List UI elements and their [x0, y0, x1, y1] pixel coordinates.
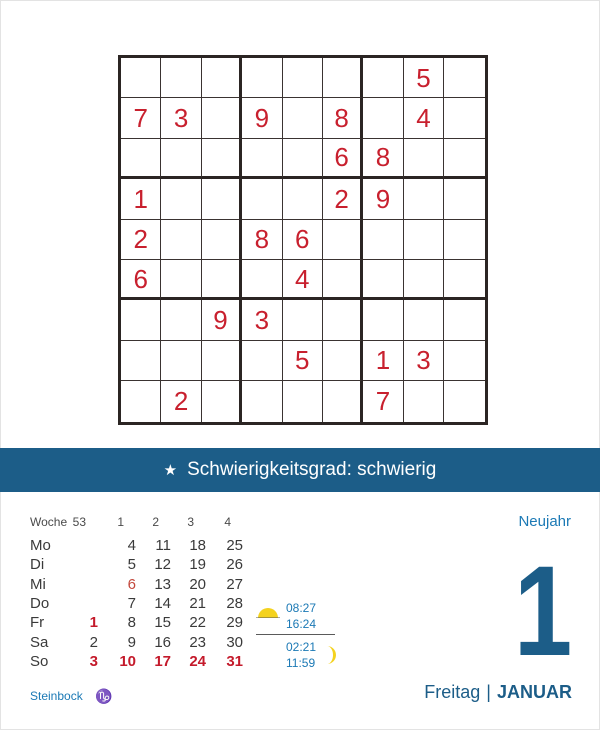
calendar-date: 15 — [154, 614, 171, 632]
sudoku-cell — [242, 179, 282, 219]
sudoku-cell: 9 — [363, 179, 403, 219]
sudoku-cell: 4 — [404, 98, 444, 138]
week-number: 1 — [117, 515, 124, 529]
calendar-date: 23 — [189, 633, 206, 651]
sudoku-cell — [323, 381, 363, 421]
calendar-date: 31 — [226, 652, 243, 670]
calendar-date: 14 — [154, 594, 171, 612]
month-label: JANUAR — [496, 682, 572, 702]
date-line — [424, 682, 572, 703]
sudoku-cell — [323, 300, 363, 340]
sudoku-cell — [161, 260, 201, 300]
sudoku-cell: 4 — [283, 260, 323, 300]
weekday-name: Fr — [30, 614, 45, 632]
sudoku-cell — [283, 98, 323, 138]
calendar-date: 25 — [226, 537, 243, 554]
weekday-label: Freitag — [424, 682, 481, 702]
sudoku-cell — [283, 179, 323, 219]
sudoku-cell — [283, 139, 323, 179]
sudoku-cell — [161, 139, 201, 179]
sudoku-cell: 3 — [161, 98, 201, 138]
sudoku-cell — [202, 220, 242, 260]
sudoku-cell: 9 — [242, 98, 282, 138]
sudoku-cell — [323, 220, 363, 260]
sudoku-cell — [363, 98, 403, 138]
calendar-date: 24 — [189, 652, 206, 670]
sudoku-cell: 5 — [404, 58, 444, 98]
week-label: Woche — [30, 515, 68, 529]
sudoku-cell — [363, 220, 403, 260]
sunrise-icon — [256, 606, 280, 618]
moonrise-time: 02:21 — [286, 640, 317, 654]
sudoku-cell: 5 — [283, 341, 323, 381]
sunrise-time: 08:27 — [286, 601, 317, 615]
sudoku-cell — [444, 139, 484, 179]
sunset-time: 16:24 — [286, 617, 317, 631]
capricorn-icon: ♑ — [95, 688, 113, 704]
sudoku-cell — [404, 260, 444, 300]
sudoku-cell — [242, 58, 282, 98]
sudoku-cell: 6 — [121, 260, 161, 300]
week-number: 3 — [187, 515, 194, 529]
sudoku-cell — [404, 179, 444, 219]
sudoku-cell — [444, 300, 484, 340]
calendar-date: 3 — [89, 652, 98, 670]
sudoku-cell — [363, 300, 403, 340]
calendar-date: 20 — [189, 575, 206, 593]
difficulty-banner — [0, 448, 600, 492]
sudoku-cell — [323, 58, 363, 98]
sudoku-cell — [202, 381, 242, 421]
sudoku-cell — [242, 341, 282, 381]
calendar-date: 18 — [189, 537, 206, 554]
sudoku-cell: 2 — [323, 179, 363, 219]
difficulty-label: Schwierigkeitsgrad: schwierig — [187, 459, 437, 480]
star-icon: ★ — [163, 462, 178, 479]
calendar-date: 17 — [154, 652, 171, 670]
day-number: 1 — [513, 540, 572, 683]
weekday-name: So — [30, 652, 49, 670]
sudoku-cell — [404, 139, 444, 179]
sudoku-cell — [242, 260, 282, 300]
sudoku-cell — [202, 98, 242, 138]
calendar-date: 5 — [127, 556, 136, 574]
sudoku-cell — [202, 58, 242, 98]
sudoku-cell — [161, 341, 201, 381]
calendar-date: 28 — [226, 594, 243, 612]
sudoku-cell: 3 — [404, 341, 444, 381]
calendar-date: 19 — [189, 556, 206, 574]
sudoku-cell — [404, 300, 444, 340]
moonset-time: 11:59 — [286, 656, 316, 670]
sudoku-cell: 1 — [121, 179, 161, 219]
calendar-date: 16 — [154, 633, 171, 651]
calendar-date: 2 — [89, 633, 98, 651]
calendar-date: 10 — [119, 652, 136, 670]
sudoku-cell — [202, 179, 242, 219]
week-number: 53 — [72, 515, 86, 529]
sudoku-cell: 8 — [242, 220, 282, 260]
sudoku-cell — [121, 58, 161, 98]
sudoku-cell — [283, 381, 323, 421]
sudoku-cell — [444, 179, 484, 219]
sudoku-cell: 2 — [161, 381, 201, 421]
calendar-date: 21 — [189, 594, 206, 612]
sudoku-cell — [121, 300, 161, 340]
sudoku-cell: 6 — [323, 139, 363, 179]
sudoku-cell — [202, 260, 242, 300]
weekday-name: Do — [30, 594, 50, 612]
calendar-date: 30 — [226, 633, 243, 651]
sudoku-cell — [242, 139, 282, 179]
sudoku-cell — [444, 381, 484, 421]
weekday-name: Sa — [30, 633, 49, 651]
calendar-date: 12 — [154, 556, 171, 574]
weekday-name: Mo — [30, 537, 51, 554]
week-number: 4 — [224, 515, 231, 529]
divider — [256, 634, 335, 635]
calendar-date: 4 — [127, 537, 136, 554]
sudoku-cell: 8 — [363, 139, 403, 179]
calendar-date: 29 — [226, 614, 243, 632]
sudoku-cell: 2 — [121, 220, 161, 260]
calendar-date: 13 — [154, 575, 171, 593]
sudoku-cell — [323, 341, 363, 381]
sudoku-cell: 1 — [363, 341, 403, 381]
sudoku-cell: 6 — [283, 220, 323, 260]
sudoku-cell — [121, 139, 161, 179]
sudoku-cell — [161, 300, 201, 340]
calendar-date: 11 — [155, 537, 171, 554]
calendar-date: 8 — [127, 614, 136, 632]
zodiac-label: Steinbock — [30, 689, 83, 703]
sudoku-cell — [404, 220, 444, 260]
sudoku-cell: 9 — [202, 300, 242, 340]
calendar-date: 22 — [189, 614, 206, 632]
sudoku-cell: 3 — [242, 300, 282, 340]
sudoku-cell — [323, 260, 363, 300]
sudoku-cell — [202, 139, 242, 179]
sudoku-cell: 7 — [121, 98, 161, 138]
sudoku-cell — [444, 98, 484, 138]
weekday-name: Di — [30, 556, 45, 574]
sudoku-cell: 8 — [323, 98, 363, 138]
sudoku-cell — [161, 220, 201, 260]
sudoku-cell — [363, 58, 403, 98]
sudoku-grid — [118, 55, 488, 425]
sudoku-cell — [121, 341, 161, 381]
sudoku-cell — [242, 381, 282, 421]
sudoku-cell — [444, 220, 484, 260]
sudoku-cell — [404, 381, 444, 421]
calendar-date: 7 — [127, 594, 136, 612]
sudoku-cell — [202, 341, 242, 381]
sudoku-cell — [363, 260, 403, 300]
weekday-name: Mi — [30, 575, 46, 593]
calendar-date: 1 — [89, 614, 98, 632]
sudoku-cell — [444, 341, 484, 381]
sudoku-cell: 7 — [363, 381, 403, 421]
sudoku-cell — [121, 381, 161, 421]
moon-icon — [324, 646, 336, 664]
sudoku-cell — [444, 260, 484, 300]
week-number: 2 — [152, 515, 159, 529]
calendar-date: 9 — [127, 633, 136, 651]
date-separator: | — [486, 682, 491, 702]
sudoku-cell — [161, 58, 201, 98]
holiday-label: Neujahr — [518, 513, 571, 530]
sudoku-cell — [444, 58, 484, 98]
sudoku-cell — [161, 179, 201, 219]
sudoku-cell — [283, 58, 323, 98]
calendar-date: 26 — [226, 556, 243, 574]
calendar-date: 27 — [226, 575, 243, 593]
sudoku-cell — [283, 300, 323, 340]
calendar-date: 6 — [127, 575, 136, 593]
